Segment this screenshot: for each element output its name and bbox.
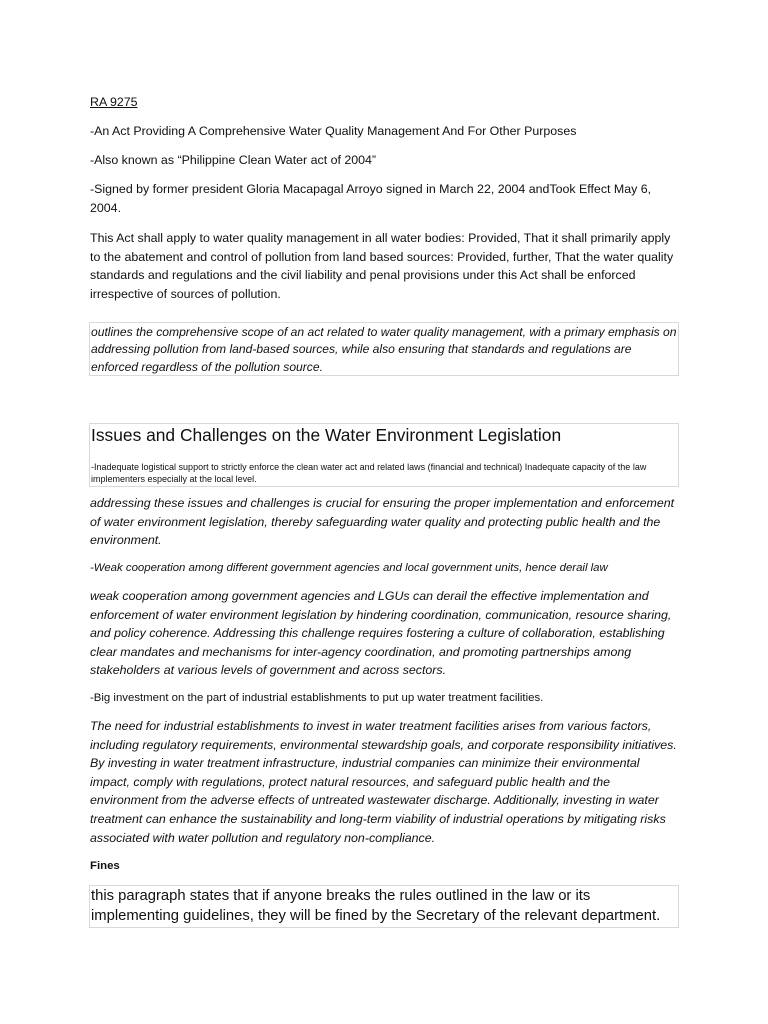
ra-title: RA 9275 [90, 95, 138, 109]
issue-logistics-note: addressing these issues and challenges is crucial for ensuring the proper implementation and enforcement of water environment legislation, thereby safeguarding water quality and protecting public health and the environment. [90, 496, 675, 548]
scope-paragraph: This Act shall apply to water quality management in all water bodies: Provided, That it shall primarily apply to the abatement and control of pollution from land based sources: Provided, further, That the water quality standards and regulations and the civil liability and penal provisions under this Act shall be enforced irrespective of sources of pollution. [90, 231, 674, 301]
fines-heading: Fines [90, 860, 120, 872]
issue-cooperation-note: weak cooperation among government agencies and LGUs can derail the effective implementation and enforcement of water environment legislation by hindering coordination, communication, resource sharing, and policy coherence. Addressing this challenge requires fostering a culture of collaboration, establishing clear mandates and mechanisms for inter-agency coordination, and promoting partnerships among stakeholders at various levels of government and across sectors. [90, 589, 672, 678]
bullet-known-as: -Also known as “Philippine Clean Water act of 2004” [90, 153, 377, 167]
scope-note: outlines the comprehensive scope of an act related to water quality management, with a primary emphasis on addressing pollution from land-based sources, while also ensuring that standards and regulations are enforced regardless of the pollution source. [91, 325, 677, 374]
issue-cooperation: -Weak cooperation among different government agencies and local government units, hence derail law [90, 562, 608, 574]
issue-investment: -Big investment on the part of industrial establishments to put up water treatment facilities. [90, 692, 544, 704]
bullet-act: -An Act Providing A Comprehensive Water Quality Management And For Other Purposes [90, 124, 577, 138]
issues-heading: Issues and Challenges on the Water Environment Legislation [91, 425, 562, 445]
fines-note: this paragraph states that if anyone breaks the rules outlined in the law or its implementing guidelines, they will be fined by the Secretary of the relevant department. [91, 888, 661, 924]
issue-logistics: -Inadequate logistical support to strictly enforce the clean water act and related laws (financial and technical) Inadequate capacity of the law implementers especially at the local level. [91, 462, 647, 484]
fines-note-box [89, 885, 679, 928]
issue-investment-note: The need for industrial establishments to invest in water treatment facilities arises from various factors, including regulatory requirements, environmental stewardship goals, and corporate responsibility initiatives. By investing in water treatment infrastructure, industrial companies can minimize their environmental impact, comply with regulations, protect natural resources, and safeguard public health and the environment from the adverse effects of untreated wastewater discharge. Additionally, investing in water treatment can enhance the sustainability and long-term viability of industrial operations by mitigating risks associated with water pollution and regulatory non-compliance. [90, 719, 677, 845]
issues-section-box [89, 423, 679, 487]
bullet-signed: -Signed by former president Gloria Macapagal Arroyo signed in March 22, 2004 andTook Effect May 6, 2004. [90, 182, 652, 215]
scope-note-box [89, 322, 679, 376]
